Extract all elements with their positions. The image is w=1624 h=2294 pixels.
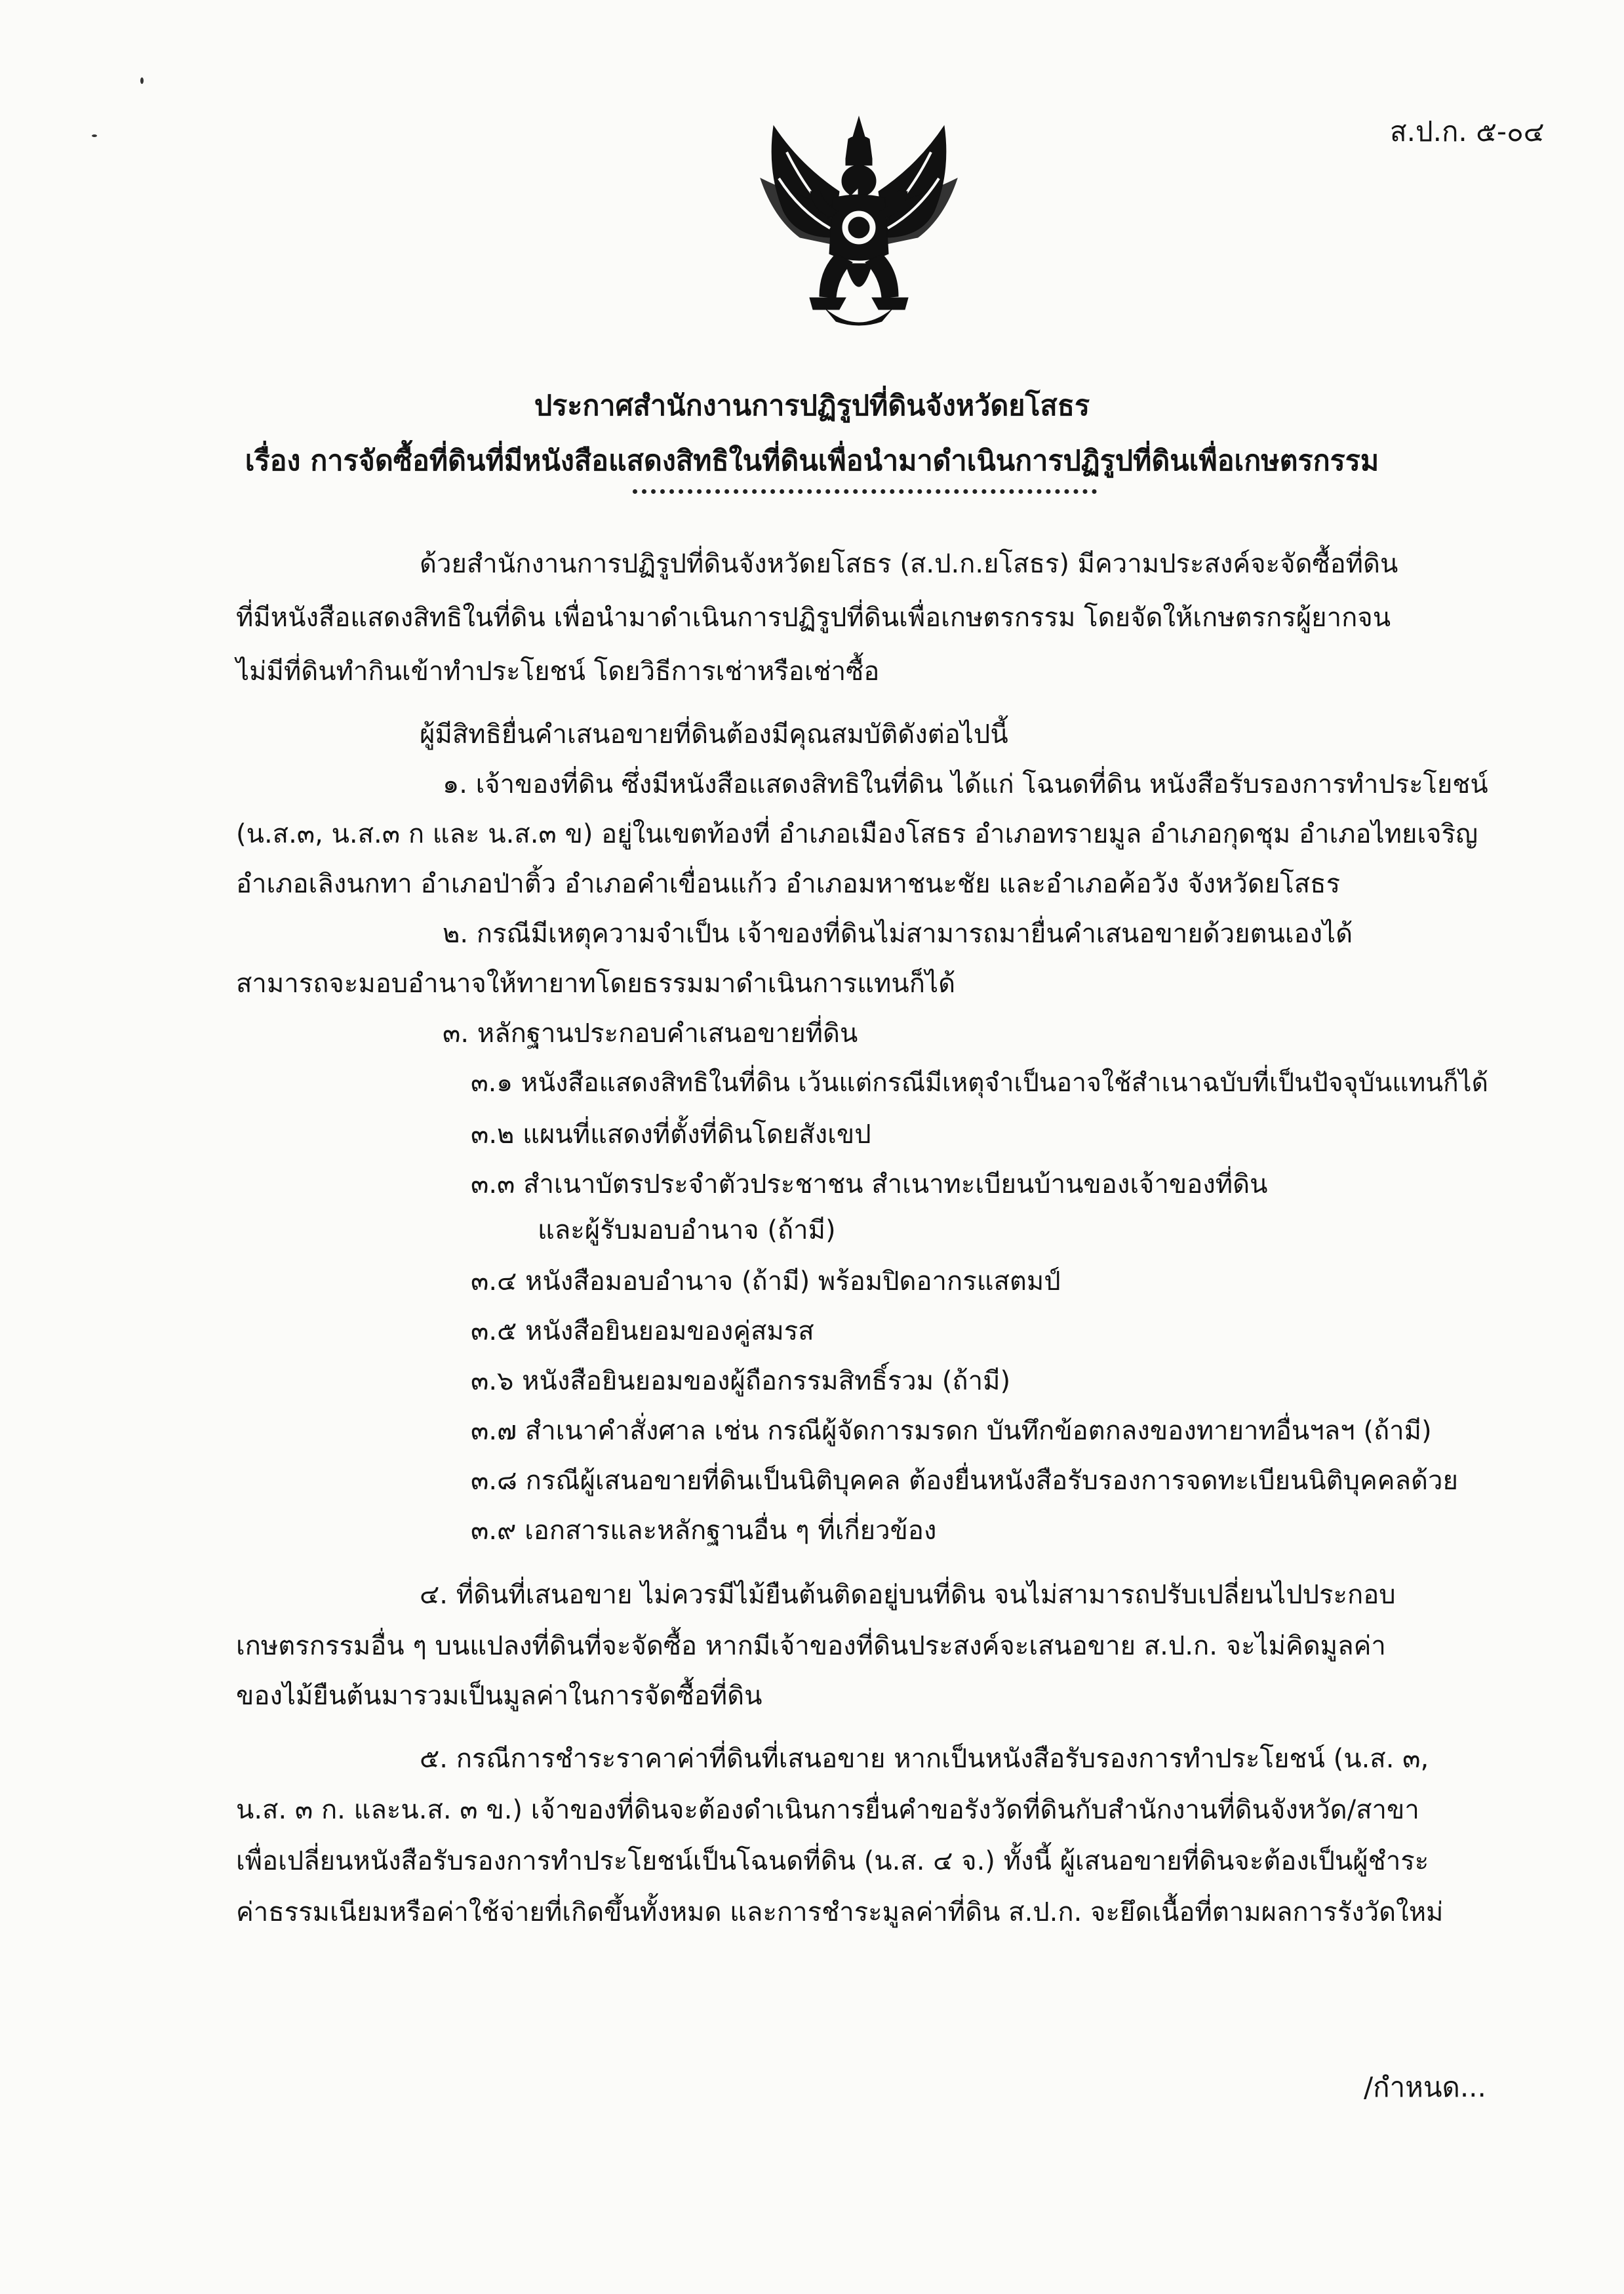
intro-line-1: ด้วยสำนักงานการปฏิรูปที่ดินจังหวัดยโสธร (ส.ป.ก.ยโสธร) มีความประสงค์จะจัดซื้อที่ดิน bbox=[420, 549, 1398, 579]
garuda-emblem-icon bbox=[747, 113, 970, 336]
item2-line-1: ๒. กรณีมีเหตุความจำเป็น เจ้าของที่ดินไม่สามารถมายื่นคำเสนอขายด้วยตนเองได้ bbox=[443, 919, 1353, 949]
item5-line-4: ค่าธรรมเนียมหรือค่าใช้จ่ายที่เกิดขึ้นทั้งหมด และการชำระมูลค่าที่ดิน ส.ป.ก. จะยึดเนื้อที่ตามผลการรังวัดใหม่ bbox=[236, 1897, 1444, 1927]
scan-speck bbox=[140, 77, 144, 84]
item3-heading: ๓. หลักฐานประกอบคำเสนอขายที่ดิน bbox=[443, 1018, 858, 1049]
item3-sub-5: ๓.๕ หนังสือยินยอมของคู่สมรส bbox=[471, 1316, 814, 1346]
item3-sub-9: ๓.๙ เอกสารและหลักฐานอื่น ๆ ที่เกี่ยวข้อง bbox=[471, 1516, 937, 1546]
intro-line-3: ไม่มีที่ดินทำกินเข้าทำประโยชน์ โดยวิธีการเช่าหรือเช่าซื้อ bbox=[236, 656, 880, 687]
title-divider bbox=[633, 489, 1097, 494]
document-code: ส.ป.ก. ๕-๐๔ bbox=[1390, 115, 1545, 148]
scan-speck bbox=[92, 134, 97, 137]
item3-sub-1: ๓.๑ หนังสือแสดงสิทธิในที่ดิน เว้นแต่กรณีมีเหตุจำเป็นอาจใช้สำเนาฉบับที่เป็นปัจจุบันแทนก็ได้ bbox=[471, 1068, 1488, 1098]
item1-line-3: อำเภอเลิงนกทา อำเภอป่าติ้ว อำเภอคำเขื่อนแก้ว อำเภอมหาชนะชัย และอำเภอค้อวัง จังหวัดยโสธร bbox=[236, 869, 1341, 899]
item5-line-1: ๕. กรณีการชำระราคาค่าที่ดินที่เสนอขาย หากเป็นหนังสือรับรองการทำประโยชน์ (น.ส. ๓, bbox=[420, 1744, 1429, 1774]
item3-sub-3-line-1: ๓.๓ สำเนาบัตรประจำตัวประชาชน สำเนาทะเบียนบ้านของเจ้าของที่ดิน bbox=[471, 1169, 1268, 1199]
announcement-subject: เรื่อง การจัดซื้อที่ดินที่มีหนังสือแสดงสิทธิในที่ดินเพื่อนำมาดำเนินการปฏิรูปที่ดินเพื่อเกษตรกรรม bbox=[245, 445, 1379, 477]
announcement-title: ประกาศสำนักงานการปฏิรูปที่ดินจังหวัดยโสธร bbox=[534, 390, 1090, 422]
item3-sub-6: ๓.๖ หนังสือยินยอมของผู้ถือกรรมสิทธิ์รวม (ถ้ามี) bbox=[471, 1366, 1011, 1396]
item4-line-1: ๔. ที่ดินที่เสนอขาย ไม่ควรมีไม้ยืนต้นติดอยู่บนที่ดิน จนไม่สามารถปรับเปลี่ยนไปประกอบ bbox=[420, 1580, 1396, 1610]
item2-line-2: สามารถจะมอบอำนาจให้ทายาทโดยธรรมมาดำเนินการแทนก็ได้ bbox=[236, 969, 956, 999]
item1-line-1: ๑. เจ้าของที่ดิน ซึ่งมีหนังสือแสดงสิทธิในที่ดิน ได้แก่ โฉนดที่ดิน หนังสือรับรองการทำประโยชน์ bbox=[443, 769, 1488, 799]
qualifications-heading: ผู้มีสิทธิยื่นคำเสนอขายที่ดินต้องมีคุณสมบัติดังต่อไปนี้ bbox=[420, 719, 1008, 750]
item3-sub-7: ๓.๗ สำเนาคำสั่งศาล เช่น กรณีผู้จัดการมรดก บันทึกข้อตกลงของทายาทอื่นฯลฯ (ถ้ามี) bbox=[471, 1416, 1432, 1446]
item4-line-2: เกษตรกรรมอื่น ๆ บนแปลงที่ดินที่จะจัดซื้อ หากมีเจ้าของที่ดินประสงค์จะเสนอขาย ส.ป.ก. จะไม่คิดมูลค่า bbox=[236, 1631, 1386, 1661]
intro-line-2: ที่มีหนังสือแสดงสิทธิในที่ดิน เพื่อนำมาดำเนินการปฏิรูปที่ดินเพื่อเกษตรกรรม โดยจัดให้เกษตรกรผู้ยากจน bbox=[236, 603, 1391, 633]
item5-line-3: เพื่อเปลี่ยนหนังสือรับรองการทำประโยชน์เป็นโฉนดที่ดิน (น.ส. ๔ จ.) ทั้งนี้ ผู้เสนอขายที่ดินจะต้องเป็นผู้ชำระ bbox=[236, 1846, 1429, 1876]
item3-sub-8: ๓.๘ กรณีผู้เสนอขายที่ดินเป็นนิติบุคคล ต้องยื่นหนังสือรับรองการจดทะเบียนนิติบุคคลด้วย bbox=[471, 1466, 1458, 1496]
item5-line-2: น.ส. ๓ ก. และน.ส. ๓ ข.) เจ้าของที่ดินจะต้องดำเนินการยื่นคำขอรังวัดที่ดินกับสำนักงานที่ดินจังหวัด/สาขา bbox=[236, 1795, 1419, 1825]
item1-line-2: (น.ส.๓, น.ส.๓ ก และ น.ส.๓ ข) อยู่ในเขตท้องที่ อำเภอเมืองโสธร อำเภอทรายมูล อำเภอกุดชุม อำเภอไทยเจริญ bbox=[236, 819, 1478, 849]
item4-line-3: ของไม้ยืนต้นมารวมเป็นมูลค่าในการจัดซื้อที่ดิน bbox=[236, 1681, 762, 1711]
item3-sub-4: ๓.๔ หนังสือมอบอำนาจ (ถ้ามี) พร้อมปิดอากรแสตมป์ bbox=[471, 1266, 1061, 1297]
item3-sub-2: ๓.๒ แผนที่แสดงที่ตั้งที่ดินโดยสังเขป bbox=[471, 1119, 871, 1150]
continuation-marker: /กำหนด... bbox=[1364, 2071, 1486, 2103]
item3-sub-3-line-2: และผู้รับมอบอำนาจ (ถ้ามี) bbox=[538, 1215, 836, 1245]
